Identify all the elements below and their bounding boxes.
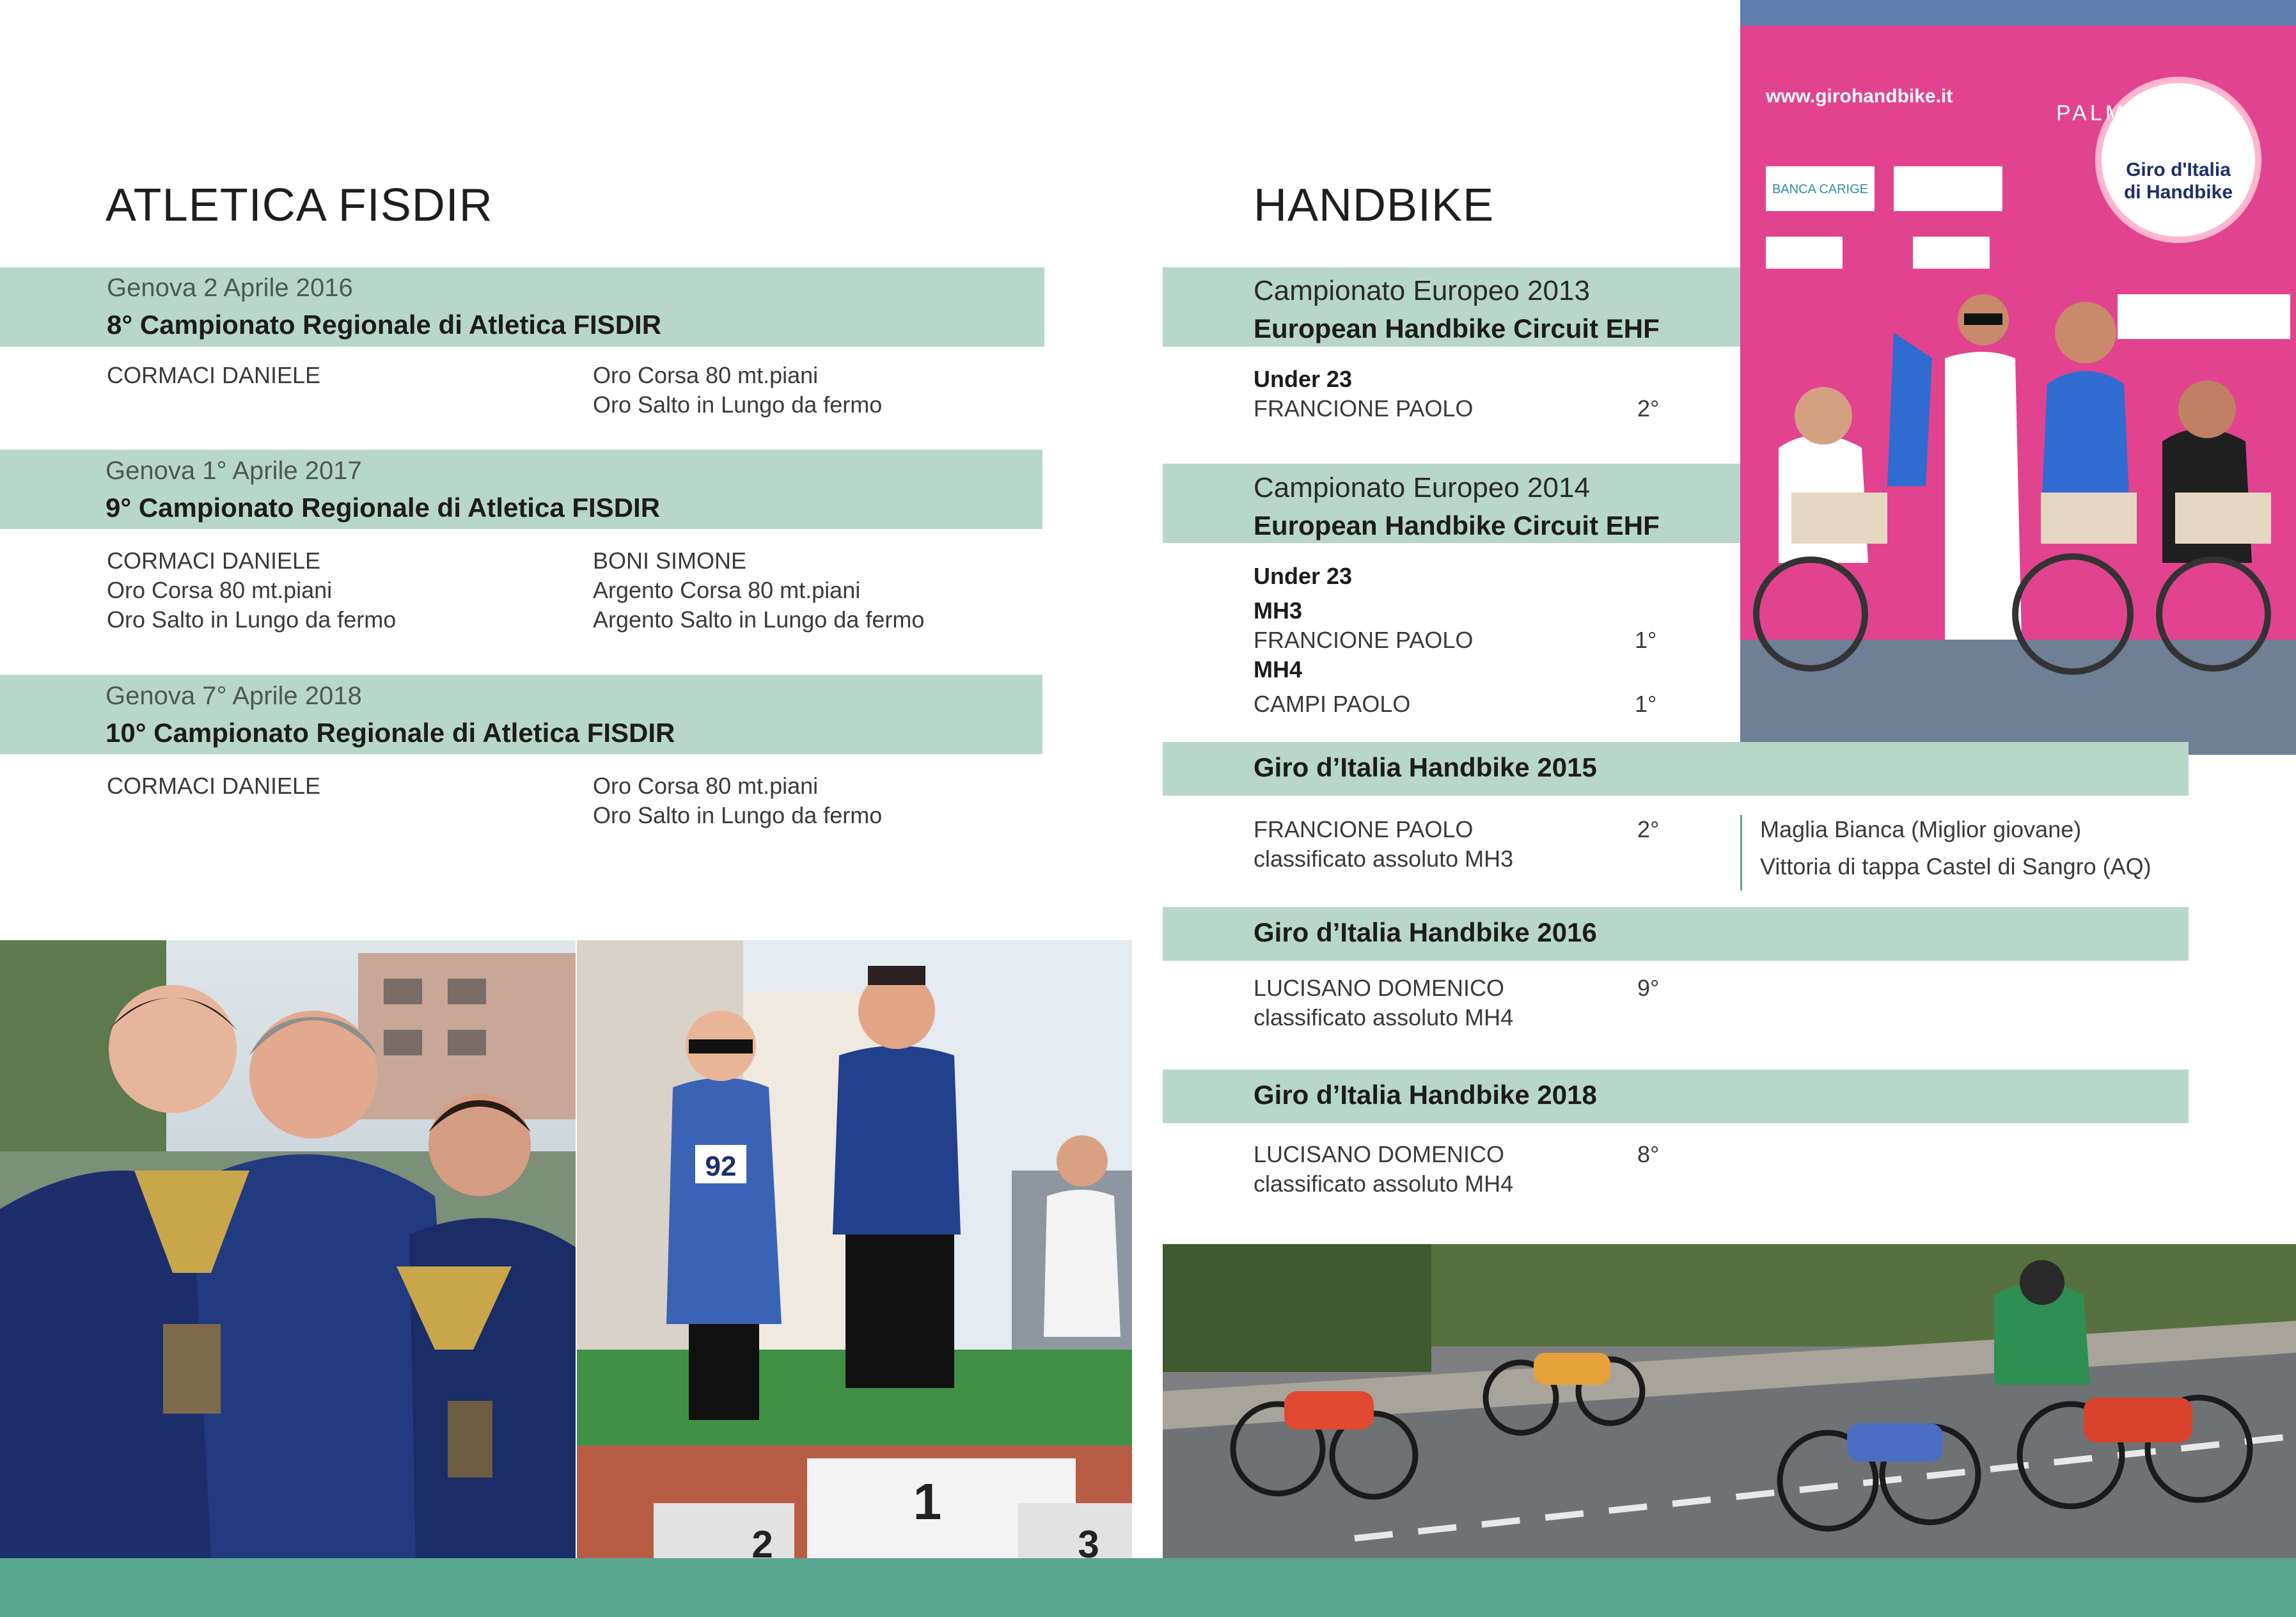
result-line: Oro Corsa 80 mt.piani (593, 362, 819, 388)
podium-logo-line1: Giro d'Italia (2126, 159, 2231, 180)
class-label: MH4 (1254, 656, 1303, 682)
place: 2° (1637, 816, 1660, 842)
podium-step-2: 2 (751, 1523, 773, 1558)
place: 2° (1637, 395, 1660, 422)
athlete-name: CORMACI DANIELE (107, 773, 321, 799)
award-line: Vittoria di tappa Castel di Sangro (AQ) (1760, 853, 2151, 879)
euro2014-subtitle: European Handbike Circuit EHF (1254, 510, 1660, 540)
event-date: Genova 1° Aprile 2017 (106, 457, 362, 485)
giro2016-title: Giro d’Italia Handbike 2016 (1254, 917, 1597, 947)
result-line: Oro Corsa 80 mt.piani (107, 577, 333, 603)
event-date: Genova 7° Aprile 2018 (106, 682, 362, 710)
place: 9° (1637, 975, 1660, 1001)
place: 8° (1637, 1141, 1660, 1167)
athlete-name: LUCISANO DOMENICO (1254, 975, 1505, 1001)
result-line: Oro Salto in Lungo da fermo (593, 802, 883, 828)
athlete-name: LUCISANO DOMENICO (1254, 1141, 1505, 1167)
category-label: Under 23 (1254, 563, 1353, 589)
athlete-name: CAMPI PAOLO (1254, 691, 1411, 717)
podium-step-3: 3 (1078, 1523, 1099, 1558)
podium-logo-line2: di Handbike (2123, 182, 2233, 203)
euro2013-title: Campionato Europeo 2013 (1254, 275, 1590, 306)
classification-note: classificato assoluto MH3 (1254, 846, 1514, 872)
trophy-group-photo (0, 940, 576, 1558)
atletica-title: ATLETICA FISDIR (106, 180, 493, 231)
handbike-title: HANDBIKE (1254, 180, 1495, 231)
result-line: Oro Corsa 80 mt.piani (593, 773, 819, 799)
giro2015-title: Giro d’Italia Handbike 2015 (1254, 752, 1597, 782)
event-title: 8° Campionato Regionale di Atletica FISDIR (107, 310, 662, 340)
footer-band (0, 1558, 2296, 1617)
place: 1° (1635, 627, 1657, 653)
athletics-podium-photo (577, 940, 1132, 1558)
athlete-name: FRANCIONE PAOLO (1254, 627, 1474, 653)
athlete-name: BONI SIMONE (593, 548, 747, 574)
result-line: Argento Corsa 80 mt.piani (593, 577, 861, 603)
sponsor-label: BANCA CARIGE (1772, 182, 1869, 196)
podium-banner-url: www.girohandbike.it (1766, 86, 1953, 107)
classification-note: classificato assoluto MH4 (1254, 1171, 1514, 1197)
euro2014-title: Campionato Europeo 2014 (1254, 472, 1590, 503)
giro2018-title: Giro d’Italia Handbike 2018 (1254, 1080, 1597, 1110)
athlete-name: FRANCIONE PAOLO (1254, 816, 1474, 842)
palmares-label: PALMARES (2056, 101, 2199, 125)
euro2013-subtitle: European Handbike Circuit EHF (1254, 313, 1660, 343)
result-line: Oro Salto in Lungo da fermo (107, 606, 397, 633)
result-line: Oro Salto in Lungo da fermo (593, 391, 883, 418)
bib-number: 92 (705, 1151, 737, 1182)
handbike-podium-photo (1740, 0, 2296, 755)
handbike-race-photo (1163, 1244, 2296, 1558)
class-label: MH3 (1254, 597, 1303, 624)
result-line: Argento Salto in Lungo da fermo (593, 606, 925, 633)
place: 1° (1635, 691, 1657, 717)
accent-divider (1740, 815, 1742, 890)
athlete-name: CORMACI DANIELE (107, 362, 321, 388)
event-title: 9° Campionato Regionale di Atletica FISDIR (106, 493, 661, 523)
award-line: Maglia Bianca (Miglior giovane) (1760, 816, 2082, 842)
event-title: 10° Campionato Regionale di Atletica FISDIR (106, 718, 675, 748)
category-label: Under 23 (1254, 366, 1353, 392)
athlete-name: FRANCIONE PAOLO (1254, 395, 1474, 422)
podium-step-1: 1 (913, 1473, 942, 1530)
event-date: Genova 2 Aprile 2016 (107, 274, 353, 302)
athlete-name: CORMACI DANIELE (107, 548, 321, 574)
classification-note: classificato assoluto MH4 (1254, 1004, 1514, 1030)
